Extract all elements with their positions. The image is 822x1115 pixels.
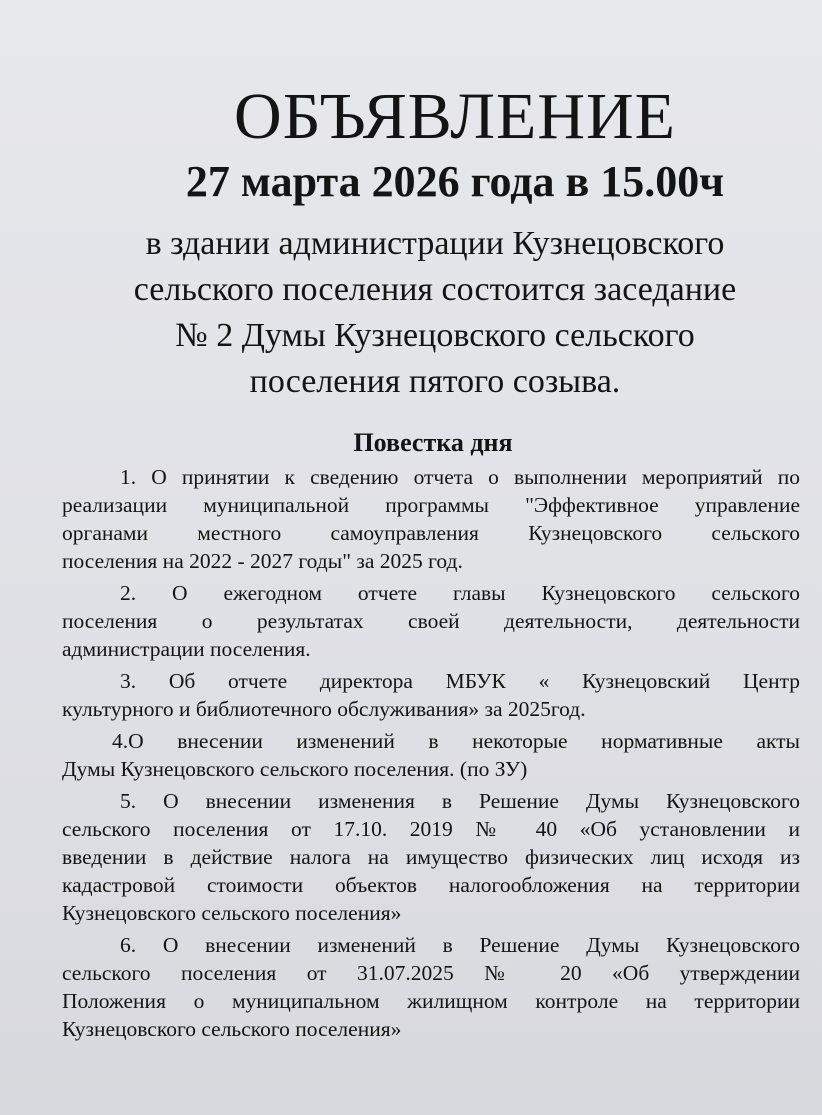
agenda-line: введении в действие налога на имущество физических лиц исходя из (62, 845, 800, 869)
agenda-item-5 (62, 787, 800, 927)
agenda-line: Кузнецовского сельского поселения» (62, 901, 402, 925)
agenda-line: 1. О принятии к сведению отчета о выполнении мероприятий по (120, 465, 800, 489)
notice-title: ОБЪЯВЛЕНИЕ (234, 80, 676, 153)
intro-text (0, 221, 822, 405)
agenda-line: 3. Об отчете директора МБУК « Кузнецовский Центр (120, 669, 800, 693)
meeting-date: 27 марта 2026 года в 15.00ч (185, 157, 725, 206)
agenda-list (62, 463, 800, 1047)
intro-line: сельского поселения состоится заседание (133, 271, 737, 308)
agenda-line: кадастровой стоимости объектов налогообложения на территории (62, 873, 800, 897)
agenda-item-3 (62, 667, 800, 723)
agenda-line: поселения о результатах своей деятельности, деятельности (62, 609, 800, 633)
intro-line: № 2 Думы Кузнецовского сельского (175, 317, 695, 354)
agenda-line: Положения о муниципальном жилищном контроле на территории (62, 989, 800, 1013)
agenda-line: Кузнецовского сельского поселения» (62, 1017, 402, 1041)
agenda-line: 6. О внесении изменений в Решение Думы Кузнецовского (120, 933, 800, 957)
agenda-line: сельского поселения от 31.07.2025 № 20 «Об утверждении (62, 961, 800, 985)
intro-line: поселения пятого созыва. (249, 363, 621, 400)
agenda-item-2 (62, 579, 800, 663)
agenda-line: сельского поселения от 17.10. 2019 № 40 «Об установлении и (62, 817, 800, 841)
agenda-line: органами местного самоуправления Кузнецовского сельского (62, 521, 800, 545)
agenda-line: 4.О внесении изменений в некоторые нормативные акты (112, 729, 800, 753)
agenda-line: 2. О ежегодном отчете главы Кузнецовского сельского (120, 581, 800, 605)
agenda-line: 5. О внесении изменения в Решение Думы Кузнецовского (120, 789, 800, 813)
agenda-line: реализации муниципальной программы "Эффективное управление (62, 493, 800, 517)
agenda-item-4 (62, 727, 800, 783)
agenda-title: Повестка дня (353, 428, 513, 457)
agenda-item-1 (62, 463, 800, 575)
agenda-item-6 (62, 931, 800, 1043)
intro-line: в здании администрации Кузнецовского (145, 225, 725, 262)
agenda-line: Думы Кузнецовского сельского поселения. (по ЗУ) (62, 757, 528, 781)
agenda-line: культурного и библиотечного обслуживания» за 2025год. (62, 697, 586, 721)
agenda-line: администрации поселения. (62, 637, 311, 661)
agenda-line: поселения на 2022 - 2027 годы" за 2025 год. (62, 549, 463, 573)
